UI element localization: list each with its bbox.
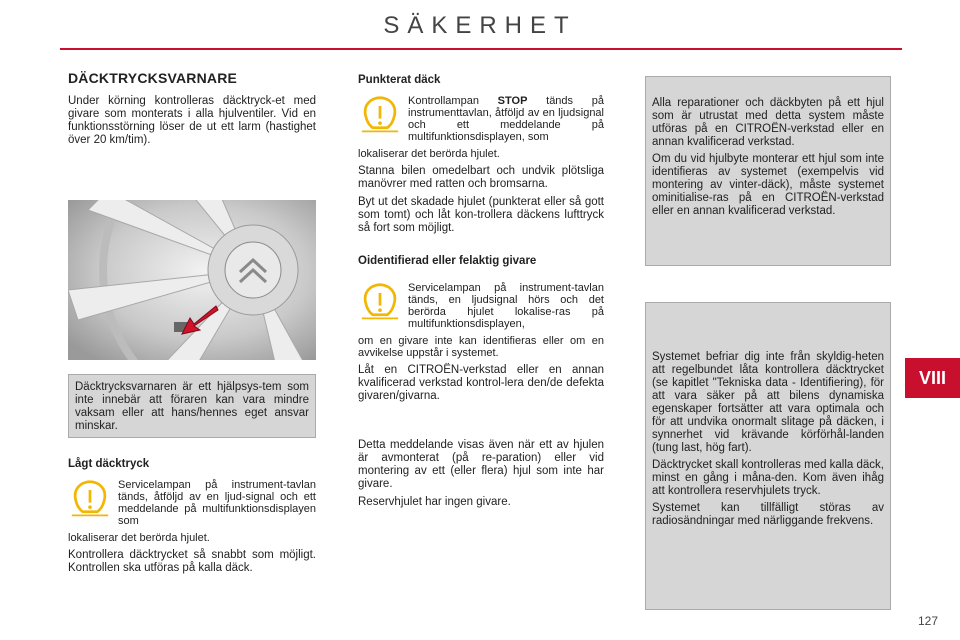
low-pressure-section bbox=[68, 458, 316, 580]
stop-label: STOP bbox=[497, 95, 528, 107]
page-number: 127 bbox=[917, 614, 938, 628]
puncture-warning-text bbox=[408, 95, 604, 143]
unidentified-paragraph-3: Reservhjulet har ingen givare. bbox=[358, 496, 511, 508]
unidentified-warning-cont: om en givare inte kan identifieras eller om en avvikelse uppstår i systemet. bbox=[358, 335, 604, 359]
system-info-paragraph-2: Däcktrycket skall kontrolleras med kalla däck, minst en gång i måna-den. Kom även ihåg att kontrollera reservhjulets tryck. bbox=[652, 459, 884, 497]
unidentified-heading: Oidentifierad eller felaktig givare bbox=[358, 255, 537, 267]
unidentified-paragraph-1: Låt en CITROËN-verkstad eller en annan kvalificerad verkstad kontrol-lera den/de defekta givaren/givarna. bbox=[358, 364, 604, 402]
low-pressure-advice: Kontrollera däcktrycket så snabbt som möjligt. Kontrollen ska utföras på kalla däck. bbox=[68, 549, 316, 574]
wheel-illustration bbox=[68, 200, 316, 360]
puncture-heading: Punkterat däck bbox=[358, 74, 441, 86]
low-pressure-warning-cont: lokaliserar det berörda hjulet. bbox=[68, 532, 210, 544]
repair-info-paragraph-2: Om du vid hjulbyte monterar ett hjul som inte identifieras av systemet (exempelvis vid montering av vinter-däck), måste systemet ominitialise-ras på en CITROËN-verkstad eller en annan kvalificerad verkstad. bbox=[652, 153, 884, 217]
title-divider bbox=[60, 48, 902, 50]
unidentified-paragraph-2: Detta meddelande visas även när ett av hjulen är avmonterat (på re-paration) eller vid montering av ett (eller flera) hjul som inte har givare. bbox=[358, 439, 604, 490]
note-box bbox=[68, 374, 316, 438]
unidentified-warning-text: Servicelampan på instrument-tavlan tänds, en ljudsignal hörs och det berörda hjulet lokalise-ras på multifunktionsdisplayen, bbox=[408, 282, 604, 330]
warning-prefix: Kontrollampan bbox=[408, 95, 498, 107]
tyre-pressure-warning-icon bbox=[358, 282, 402, 322]
repair-info-box bbox=[645, 76, 891, 266]
puncture-paragraph-2: Byt ut det skadade hjulet (punkterat eller så gott som tomt) och låt kon-trollera däckens lufttryck så fort som möjligt. bbox=[358, 196, 604, 234]
wheel-photo bbox=[68, 200, 316, 360]
page-title: SÄKERHET bbox=[383, 12, 577, 39]
left-column bbox=[68, 72, 316, 152]
low-pressure-heading: Lågt däcktryck bbox=[68, 458, 150, 470]
chapter-tab[interactable]: VIII bbox=[905, 358, 960, 398]
system-info-paragraph-3: Systemet kan tillfälligt störas av radiosändningar med närliggande frekvens. bbox=[652, 502, 884, 527]
unidentified-warning bbox=[358, 282, 604, 335]
puncture-warning-cont: lokaliserar det berörda hjulet. bbox=[358, 148, 500, 160]
low-pressure-warning bbox=[68, 479, 316, 532]
intro-paragraph: Under körning kontrolleras däcktryck-et med givare som monterats i alla hjulventiler. Vid en funktionsstörning löser de ut ett larm (hastighet över 20 km/tim). bbox=[68, 95, 316, 146]
system-info-box bbox=[645, 302, 891, 610]
puncture-paragraph-1: Stanna bilen omedelbart och undvik plötsliga manövrer med ratten och bromsarna. bbox=[358, 165, 604, 190]
tyre-pressure-warning-icon bbox=[68, 479, 112, 519]
middle-column bbox=[358, 74, 604, 514]
warning-suffix: tänds på instrumenttavlan, åtföljd av en ljudsignal och ett meddelande på multifunktionsdisplayen, som bbox=[408, 95, 604, 143]
section-heading: DÄCKTRYCKSVARNARE bbox=[68, 70, 238, 86]
puncture-warning bbox=[358, 95, 604, 148]
tyre-pressure-warning-icon bbox=[358, 95, 402, 135]
system-info-paragraph-1: Systemet befriar dig inte från skyldig-heten att regelbundet låta kontrollera däcktrycket (se kapitlet "Tekniska data - Identifiering), för att vara säker på att bilens dynamiska egenskaper fortsätter att vara optimala och för att undvika onormalt slitage på däcken, i synnerhet vid krävande körförhål-landen (tung last, hög fart). bbox=[652, 351, 884, 454]
note-text: Däcktrycksvarnaren är ett hjälpsys-tem som inte innebär att föraren kan vara mindre vaksam eller att hans/hennes eget ansvar minskar. bbox=[75, 381, 309, 432]
repair-info-paragraph-1: Alla reparationer och däckbyten på ett hjul som är utrustat med detta system måste utföras på en CITROËN-verkstad eller en annan kvalificerad verkstad. bbox=[652, 97, 884, 148]
low-pressure-warning-text: Servicelampan på instrument-tavlan tänds, åtföljd av en ljud-signal och ett meddelande på multifunktionsdisplayen som bbox=[118, 479, 316, 527]
